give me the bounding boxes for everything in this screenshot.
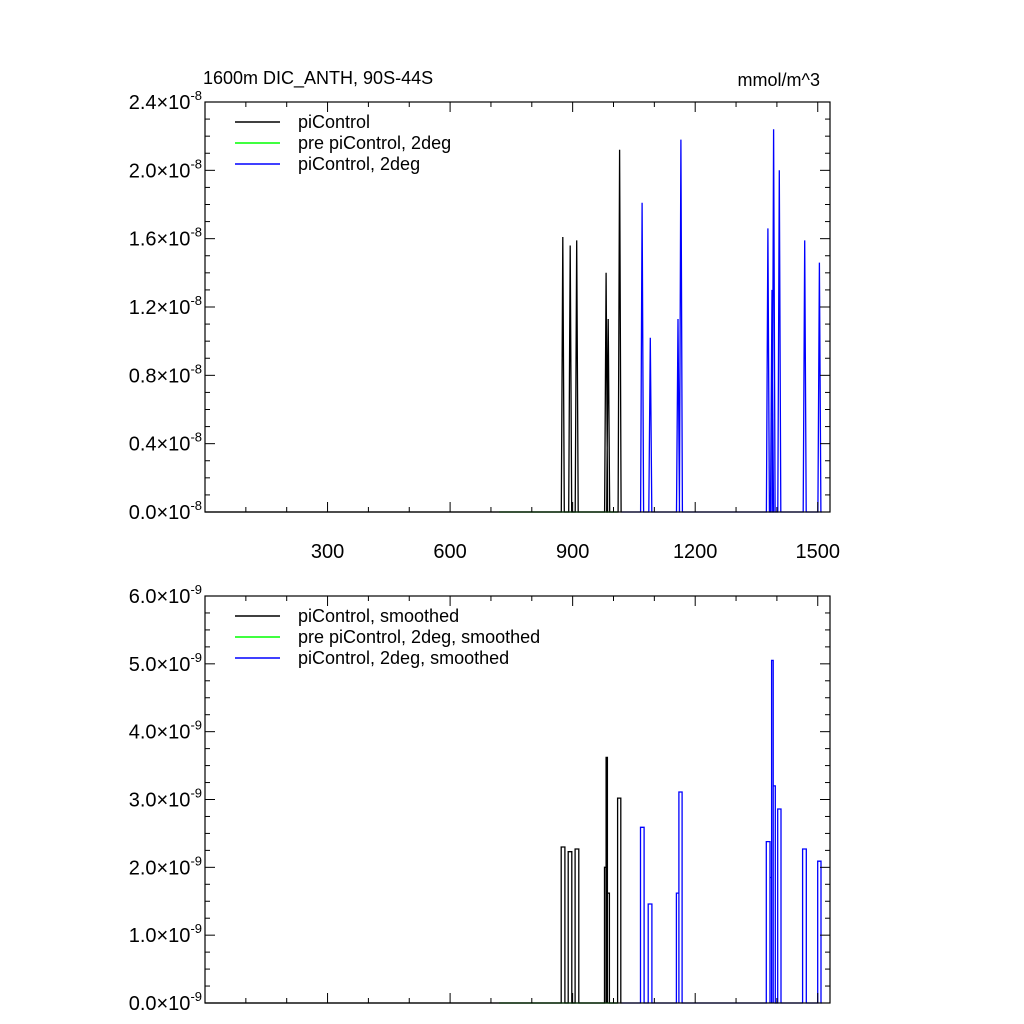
y-tick-label: $0.0\times 10^{-8}$ [128,498,202,524]
series-line-0 [205,757,622,1003]
y-tick-label: $1.0\times 10^{-9}$ [128,921,202,948]
y-tick-label: $2.0\times 10^{-9}$ [128,853,202,880]
y-tick-label: $2.4\times 10^{-8}$ [128,88,202,114]
y-tick-label: $6.0\times 10^{-9}$ [128,582,202,608]
units-label: mmol/m^3 [737,70,820,90]
chart-title: 1600m DIC_ANTH, 90S-44S [203,68,434,88]
legend-label: piControl, smoothed [298,606,460,626]
legend-label: pre piControl, 2deg [298,133,452,153]
legend-label: piControl, 2deg [298,154,421,174]
series-line-2 [622,129,822,512]
y-tick-label: $1.6\times 10^{-8}$ [128,224,202,251]
y-tick-label: $1.2\times 10^{-8}$ [128,293,202,319]
y-tick-label: $3.0\times 10^{-9}$ [128,785,202,812]
legend-label: pre piControl, 2deg, smoothed [298,627,541,647]
legend-label: piControl [298,112,371,132]
y-tick-label: $4.0\times 10^{-9}$ [128,717,202,744]
y-tick-label: $2.0\times 10^{-8}$ [128,156,202,183]
x-tick-label: 1500 [795,541,840,563]
x-tick-label: 300 [310,541,345,563]
x-tick-label: 600 [433,541,467,563]
y-tick-label: $0.8\times 10^{-8}$ [128,361,202,388]
y-tick-label: $0.4\times 10^{-8}$ [128,429,202,456]
series-line-2 [622,660,822,1003]
legend-label: piControl, 2deg, smoothed [298,648,510,668]
top-panel [129,88,840,563]
y-tick-label: $0.0\times 10^{-9}$ [128,989,202,1015]
series-line-0 [205,150,622,512]
bottom-panel [129,582,830,1015]
y-tick-label: $5.0\times 10^{-9}$ [128,649,202,676]
x-tick-label: 900 [555,541,590,563]
x-tick-label: 1200 [672,541,718,563]
